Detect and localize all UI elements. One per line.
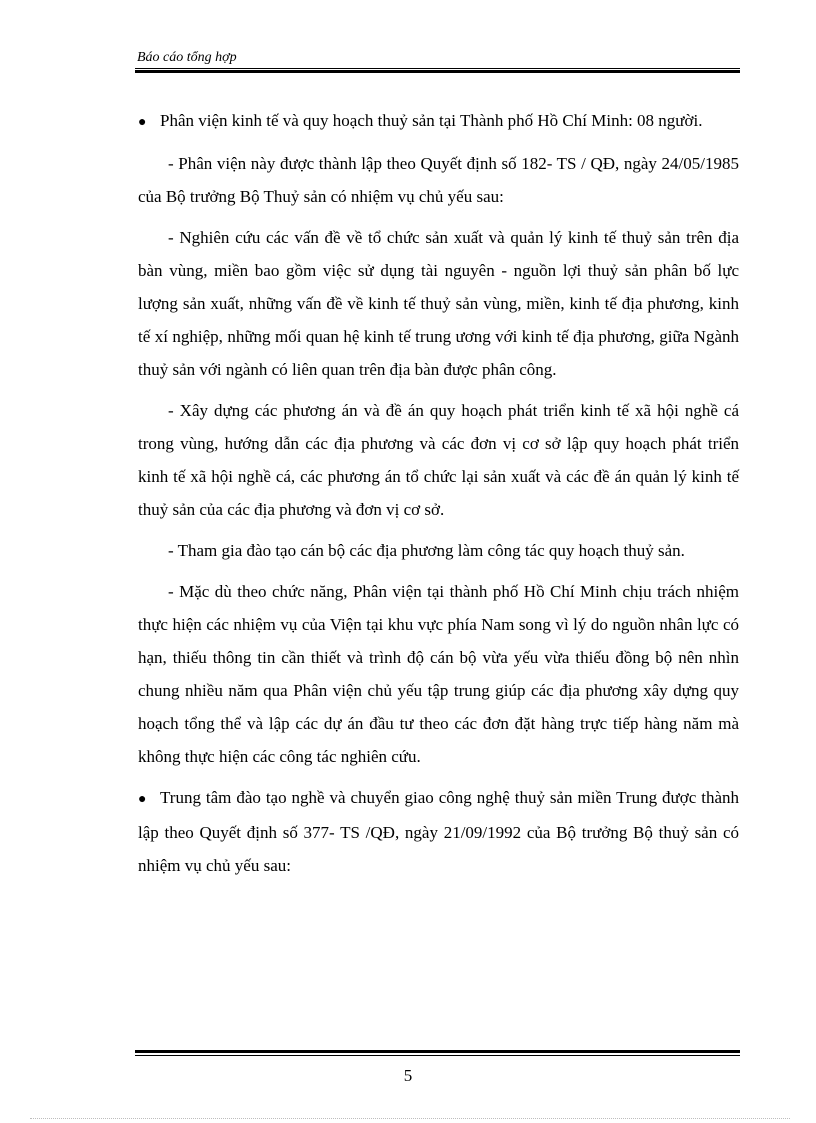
document-body bbox=[138, 104, 739, 890]
page-number: 5 bbox=[403, 1066, 413, 1085]
dash-paragraph-4: - Tham gia đào tạo cán bộ các địa phương làm công tác quy hoạch thuỷ sản. bbox=[168, 541, 685, 560]
footer-rule-thin bbox=[135, 1055, 740, 1056]
dash-paragraph-2: - Nghiên cứu các vấn đề về tổ chức sản xuất và quản lý kinh tế thuỷ sản trên địa bàn vùng, miền bao gồm việc sử dụng tài nguyên - nguồn lợi thuỷ sản phân bố lực lượng sản xuất, những vấn đề về kinh tế thuỷ sản vùng, miền, kinh tế địa phương, kinh tế xí nghiệp, những mối quan hệ kinh tế trung ương với kinh tế địa phương, giữa Ngành thuỷ sản với ngành có liên quan trên địa bàn được phân công. bbox=[138, 228, 739, 379]
bottom-dotted-line bbox=[30, 1118, 790, 1120]
paragraph-text: Trung tâm đào tạo nghề và chuyển giao công nghệ thuỷ sản miền Trung được thành lập theo Quyết định số 377- TS /QĐ, ngày 21/09/1992 của Bộ trưởng Bộ thuỷ sản có nhiệm vụ chủ yếu sau: bbox=[138, 788, 739, 875]
bullet-paragraph-2 bbox=[138, 781, 739, 882]
bullet-icon: ● bbox=[138, 792, 147, 807]
bullet-icon: ● bbox=[138, 115, 147, 130]
bullet-paragraph-1 bbox=[138, 104, 739, 139]
paragraph-text: Phân viện kinh tế và quy hoạch thuỷ sản tại Thành phố Hồ Chí Minh: 08 người. bbox=[160, 111, 703, 130]
dash-paragraph-5: - Mặc dù theo chức năng, Phân viện tại thành phố Hồ Chí Minh chịu trách nhiệm thực hiện các nhiệm vụ của Viện tại khu vực phía Nam song vì lý do nguồn nhân lực có hạn, thiếu thông tin cần thiết và trình độ cán bộ vừa yếu vừa thiếu đồng bộ nên nhìn chung nhiều năm qua Phân viện chủ yếu tập trung giúp các địa phương xây dựng quy hoạch tổng thể và lập các dự án đầu tư theo các đơn đặt hàng trực tiếp hàng năm mà không thực hiện các công tác nghiên cứu. bbox=[138, 582, 739, 766]
dash-paragraph-3: - Xây dựng các phương án và đề án quy hoạch phát triển kinh tế xã hội nghề cá trong vùng, hướng dẫn các địa phương và các đơn vị cơ sở lập quy hoạch phát triển kinh tế xã hội nghề cá, các phương án tổ chức lại sản xuất và các đề án quản lý kinh tế thuỷ sản của các địa phương và đơn vị cơ sở. bbox=[138, 401, 739, 519]
header-rule-thick bbox=[135, 70, 740, 73]
dash-paragraph-1: - Phân viện này được thành lập theo Quyết định số 182- TS / QĐ, ngày 24/05/1985 của Bộ trưởng Bộ Thuỷ sản có nhiệm vụ chủ yếu sau: bbox=[138, 154, 739, 206]
header-title: Báo cáo tổng hợp bbox=[137, 50, 237, 65]
header-rule-thin bbox=[135, 68, 740, 69]
footer-rule-thick bbox=[135, 1050, 740, 1053]
